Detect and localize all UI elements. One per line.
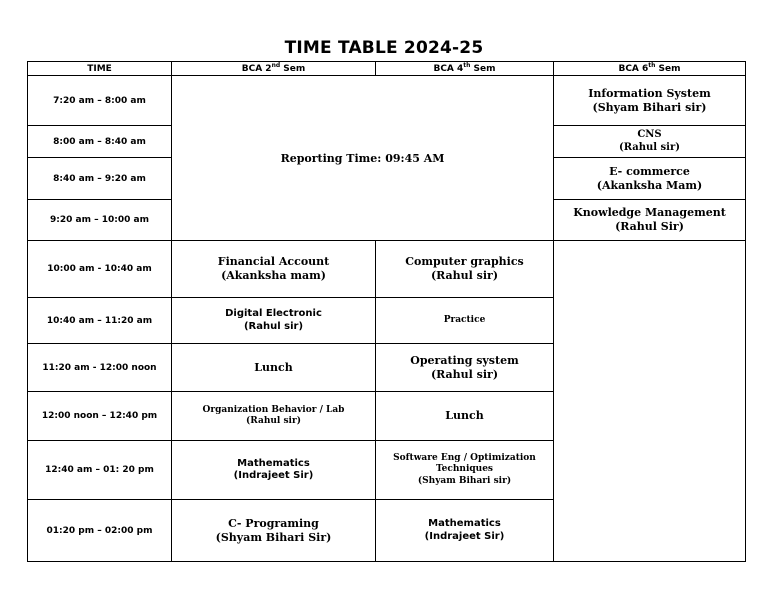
class-cell [554, 76, 746, 126]
teacher: (Rahul sir) [618, 141, 680, 153]
header-time: TIME [28, 62, 172, 76]
time-slot: 9:20 am – 10:00 am [28, 200, 172, 241]
class-cell [554, 158, 746, 200]
subject: Knowledge Management [573, 206, 726, 220]
subject: CNS [637, 129, 662, 140]
teacher: (Rahul sir) [430, 269, 499, 282]
teacher: (Indrajeet Sir) [233, 470, 314, 481]
subject: Practice [443, 314, 486, 325]
class-cell [376, 392, 554, 441]
subject: Lunch [445, 409, 484, 423]
class-cell [376, 298, 554, 344]
class-cell [172, 298, 376, 344]
time-slot: 8:00 am – 8:40 am [28, 126, 172, 158]
teacher: (Rahul sir) [243, 320, 304, 332]
class-cell [376, 344, 554, 392]
class-cell [376, 500, 554, 562]
header-bca-4th-sem: BCA 4th Sem [376, 62, 554, 76]
teacher: (Rahul Sir) [615, 220, 684, 233]
subject-line-1: Software Eng / Optimization [393, 453, 536, 464]
time-slot: 12:00 noon – 12:40 pm [28, 392, 172, 441]
time-slot: 11:20 am - 12:00 noon [28, 344, 172, 392]
subject: Computer graphics [405, 255, 524, 269]
subject: E- commerce [609, 164, 690, 178]
teacher: (Indrajeet Sir) [424, 530, 505, 542]
class-cell [172, 392, 376, 441]
subject: C- Programing [228, 516, 319, 530]
header-bca-2nd-sem: BCA 2nd Sem [172, 62, 376, 76]
time-slot: 7:20 am – 8:00 am [28, 76, 172, 126]
teacher: (Akanksha Mam) [596, 178, 703, 192]
subject: Operating system [410, 353, 519, 367]
class-cell [554, 200, 746, 241]
class-cell [172, 441, 376, 500]
header-row [28, 62, 746, 76]
subject: Financial Account [217, 255, 330, 269]
subject: Mathematics [428, 518, 501, 529]
class-cell [376, 241, 554, 298]
subject-line-2: Techniques [435, 464, 493, 475]
teacher: (Shyam Bihari sir) [592, 100, 707, 114]
time-slot: 12:40 am – 01: 20 pm [28, 441, 172, 500]
time-slot: 01:20 pm – 02:00 pm [28, 500, 172, 562]
page-title: TIME TABLE 2024-25 [284, 38, 484, 58]
reporting-time-cell: Reporting Time: 09:45 AM [172, 76, 554, 241]
time-slot: 8:40 am – 9:20 am [28, 158, 172, 200]
class-cell [554, 126, 746, 158]
class-cell [376, 441, 554, 500]
subject: Digital Electronic [225, 308, 322, 319]
subject: Lunch [254, 360, 293, 374]
table-row [28, 241, 746, 298]
time-slot: 10:40 am – 11:20 am [28, 298, 172, 344]
header-bca-6th-sem: BCA 6th Sem [554, 62, 746, 76]
teacher: (Shyam Bihari Sir) [215, 530, 332, 544]
timetable [27, 61, 746, 562]
empty-cell [554, 241, 746, 562]
teacher: (Rahul sir) [246, 416, 301, 426]
subject: Information System [588, 86, 711, 100]
teacher: (Rahul sir) [430, 367, 499, 381]
time-slot: 10:00 am - 10:40 am [28, 241, 172, 298]
teacher: (Shyam Bihari sir) [417, 475, 512, 486]
class-cell [172, 241, 376, 298]
subject: Mathematics [237, 457, 310, 469]
table-row [28, 76, 746, 126]
subject: Organization Behavior / Lab [202, 404, 345, 415]
class-cell [172, 500, 376, 562]
teacher: (Akanksha mam) [221, 269, 326, 282]
class-cell [172, 344, 376, 392]
